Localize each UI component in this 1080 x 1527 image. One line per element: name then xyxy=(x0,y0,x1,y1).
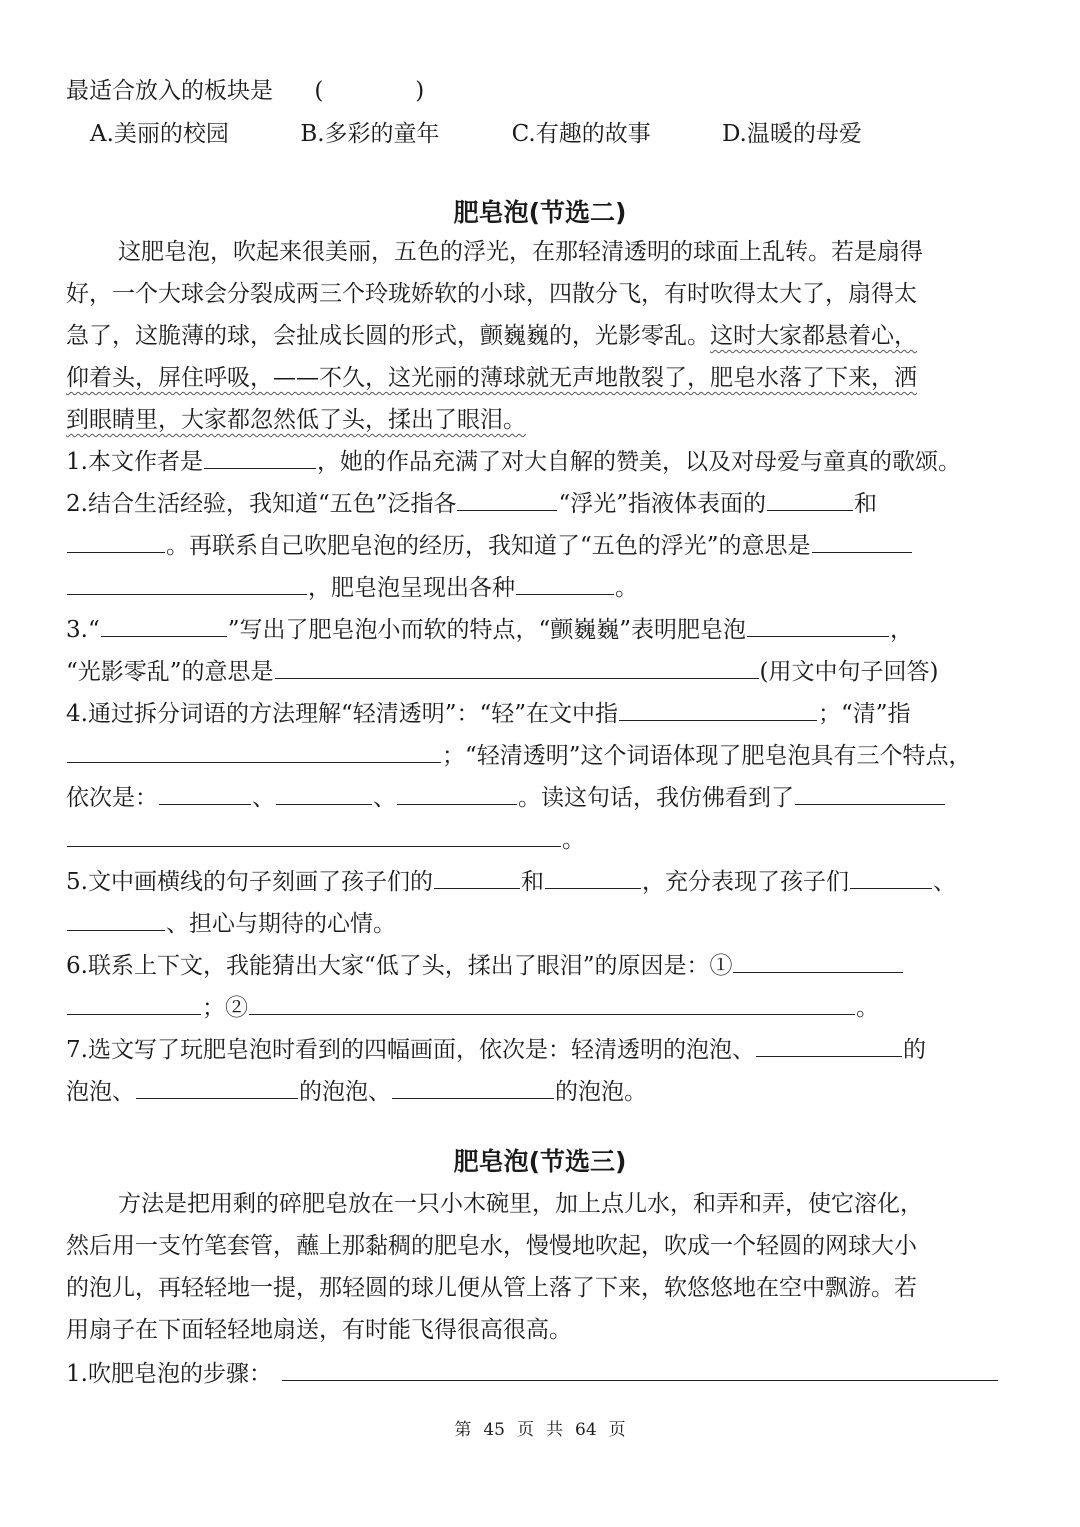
q5-blank-4[interactable] xyxy=(67,908,165,931)
question-2 xyxy=(66,488,877,520)
q2-blank-2[interactable] xyxy=(767,488,853,511)
q1-text-a: 1.本文作者是 xyxy=(66,449,203,475)
q7-blank-1[interactable] xyxy=(756,1034,902,1057)
option-c: C.有趣的故事 xyxy=(511,121,651,147)
q5-blank-1[interactable] xyxy=(434,866,520,889)
page-footer xyxy=(0,1418,1080,1442)
options-line xyxy=(90,118,862,150)
q6-blank-3[interactable] xyxy=(249,992,855,1015)
question-5 xyxy=(66,866,956,898)
footer-label-4: 页 xyxy=(608,1420,626,1440)
section2-title: 肥皂泡(节选二) xyxy=(453,198,627,227)
s3q1-blank[interactable] xyxy=(282,1358,998,1381)
q4-blank-6[interactable] xyxy=(795,782,945,805)
passage2-line-4 xyxy=(66,362,917,394)
passage3-line-1: 方法是把用剩的碎肥皂放在一只小木碗里，加上点儿水，和弄和弄，使它溶化， xyxy=(118,1191,923,1217)
q5-text-d: 、 xyxy=(932,869,956,895)
q7-blank-3[interactable] xyxy=(392,1076,554,1099)
passage2-line-3-underlined: 这时大家都悬着心， xyxy=(710,323,917,349)
q5-text-e: 、担心与期待的心情。 xyxy=(166,911,396,937)
question-tail-text: 最适合放入的板块是 xyxy=(66,78,273,104)
passage2-line-5-underlined: 到眼睛里，大家都忽然低了头，揉出了眼泪。 xyxy=(66,407,526,433)
question-4 xyxy=(66,698,911,730)
passage2-line-3 xyxy=(66,320,917,352)
q6-text-b: ；② xyxy=(202,995,248,1021)
q2-text-f: 。 xyxy=(615,575,638,601)
q1-text-b: ，她的作品充满了对大自解的赞美，以及对母爱与童真的歌颂。 xyxy=(316,449,961,475)
answer-paren: ( ) xyxy=(314,78,425,104)
question-1 xyxy=(66,446,961,478)
q4-blank-4[interactable] xyxy=(276,782,372,805)
q4-text-f: 、 xyxy=(373,785,396,811)
question-2-cont xyxy=(66,530,913,562)
question-4-cont xyxy=(66,740,972,772)
passage2-line-3-plain: 急了，这脆薄的球，会扯成长圆的形式，颤巍巍的，光影零乱。 xyxy=(66,323,710,349)
q2-blank-6[interactable] xyxy=(516,572,614,595)
q2-text-d: 。再联系自己吹肥皂泡的经历，我知道了“五色的浮光”的意思是 xyxy=(166,533,811,559)
passage2-line-5 xyxy=(66,404,526,436)
passage3-line-2: 然后用一支竹笔套管，蘸上那黏稠的肥皂水，慢慢地吹起，吹成一个轻圆的网球大小 xyxy=(66,1233,917,1259)
option-b: B.多彩的童年 xyxy=(300,121,440,147)
passage2-line-1: 这肥皂泡，吹起来很美丽，五色的浮光，在那轻清透明的球面上乱转。若是扇得 xyxy=(118,239,923,265)
q5-text-a: 5.文中画横线的句子刻画了孩子们的 xyxy=(66,869,433,895)
question-5-cont xyxy=(66,908,396,940)
q7-text-b: 的 xyxy=(902,1037,926,1063)
q1-blank[interactable] xyxy=(204,446,316,469)
passage2-line-4-underlined: 仰着头，屏住呼吸，——不久，这光丽的薄球就无声地散裂了，肥皂水落了下来，洒 xyxy=(66,365,917,391)
q2-text-e: ，肥皂泡呈现出各种 xyxy=(308,575,515,601)
q7-text-c: 泡泡、 xyxy=(66,1079,135,1105)
q5-blank-3[interactable] xyxy=(850,866,932,889)
page-number: 45 xyxy=(483,1420,505,1440)
q3-blank-2[interactable] xyxy=(747,614,889,637)
question-4-cont-2 xyxy=(66,782,946,814)
q3-text-b: ”写出了肥皂泡小而软的特点，“颤巍巍”表明肥皂泡 xyxy=(227,617,746,643)
q4-text-g: 。读这句话，我仿佛看到了 xyxy=(518,785,794,811)
q7-blank-2[interactable] xyxy=(136,1076,298,1099)
section3-question-1 xyxy=(66,1358,999,1390)
question-6-cont xyxy=(66,992,879,1024)
footer-label-3: 共 xyxy=(546,1420,563,1440)
q4-blank-1[interactable] xyxy=(619,698,817,721)
q5-text-b: 和 xyxy=(520,869,544,895)
q4-text-h: 。 xyxy=(562,827,585,853)
footer-label-2: 页 xyxy=(517,1420,534,1440)
q4-text-e: 、 xyxy=(252,785,275,811)
q3-text-d: “光影零乱”的意思是 xyxy=(66,659,274,685)
q3-text-a: 3.“ xyxy=(66,617,100,643)
q6-blank-2[interactable] xyxy=(67,992,201,1015)
q4-text-b: ；“清”指 xyxy=(817,701,911,727)
q6-text-c: 。 xyxy=(856,995,879,1021)
q6-blank-1[interactable] xyxy=(733,950,903,973)
q5-text-c: ，充分表现了孩子们 xyxy=(641,869,849,895)
question-4-cont-3 xyxy=(66,824,585,856)
q4-text-c: ；“轻清透明”这个词语体现了肥皂泡具有三个特点， xyxy=(442,743,972,769)
passage3-line-3: 的泡儿，再轻轻地一提，那轻圆的球儿便从管上落了下来，软悠悠地在空中飘游。若 xyxy=(66,1275,917,1301)
q4-text-a: 4.通过拆分词语的方法理解“轻清透明”：“轻”在文中指 xyxy=(66,701,618,727)
question-7 xyxy=(66,1034,926,1066)
q2-blank-1[interactable] xyxy=(457,488,557,511)
q4-blank-5[interactable] xyxy=(397,782,517,805)
q3-text-c: ， xyxy=(889,617,913,643)
q3-blank-3[interactable] xyxy=(275,656,759,679)
q2-blank-3[interactable] xyxy=(67,530,165,553)
s3q1-text: 1.吹肥皂泡的步骤： xyxy=(66,1361,272,1387)
q2-text-b: “浮光”指液体表面的 xyxy=(558,491,766,517)
section3-title: 肥皂泡(节选三) xyxy=(453,1147,627,1176)
total-pages: 64 xyxy=(575,1420,597,1440)
question-7-cont xyxy=(66,1076,647,1108)
footer-label-1: 第 xyxy=(454,1420,472,1440)
q2-text-c: 和 xyxy=(854,491,877,517)
q7-text-a: 7.选文写了玩肥皂泡时看到的四幅画面，依次是：轻清透明的泡泡、 xyxy=(66,1037,755,1063)
q6-text-a: 6.联系上下文，我能猜出大家“低了头，揉出了眼泪”的原因是：① xyxy=(66,953,733,979)
question-2-cont-2 xyxy=(66,572,638,604)
question-tail-line xyxy=(66,75,424,107)
q2-blank-4[interactable] xyxy=(812,530,912,553)
q4-blank-2[interactable] xyxy=(67,740,441,763)
q2-text-a: 2.结合生活经验，我知道“五色”泛指各 xyxy=(66,491,457,517)
q7-text-e: 的泡泡。 xyxy=(555,1079,647,1105)
q2-blank-5[interactable] xyxy=(67,572,307,595)
option-d: D.温暖的母爱 xyxy=(721,121,862,147)
question-6 xyxy=(66,950,904,982)
passage2-line-2: 好，一个大球会分裂成两三个玲珑娇软的小球，四散分飞，有时吹得太大了，扇得太 xyxy=(66,281,917,307)
q4-text-d: 依次是： xyxy=(66,785,158,811)
option-a: A.美丽的校园 xyxy=(90,121,229,147)
question-3-cont xyxy=(66,656,938,688)
question-3 xyxy=(66,614,913,646)
q5-blank-2[interactable] xyxy=(545,866,641,889)
q3-blank-1[interactable] xyxy=(101,614,227,637)
passage3-line-4: 用扇子在下面轻轻地扇送，有时能飞得很高很高。 xyxy=(66,1317,572,1343)
q3-text-e: (用文中句子回答) xyxy=(759,659,939,685)
q4-blank-3[interactable] xyxy=(159,782,251,805)
q7-text-d: 的泡泡、 xyxy=(299,1079,391,1105)
q4-blank-7[interactable] xyxy=(67,824,561,847)
